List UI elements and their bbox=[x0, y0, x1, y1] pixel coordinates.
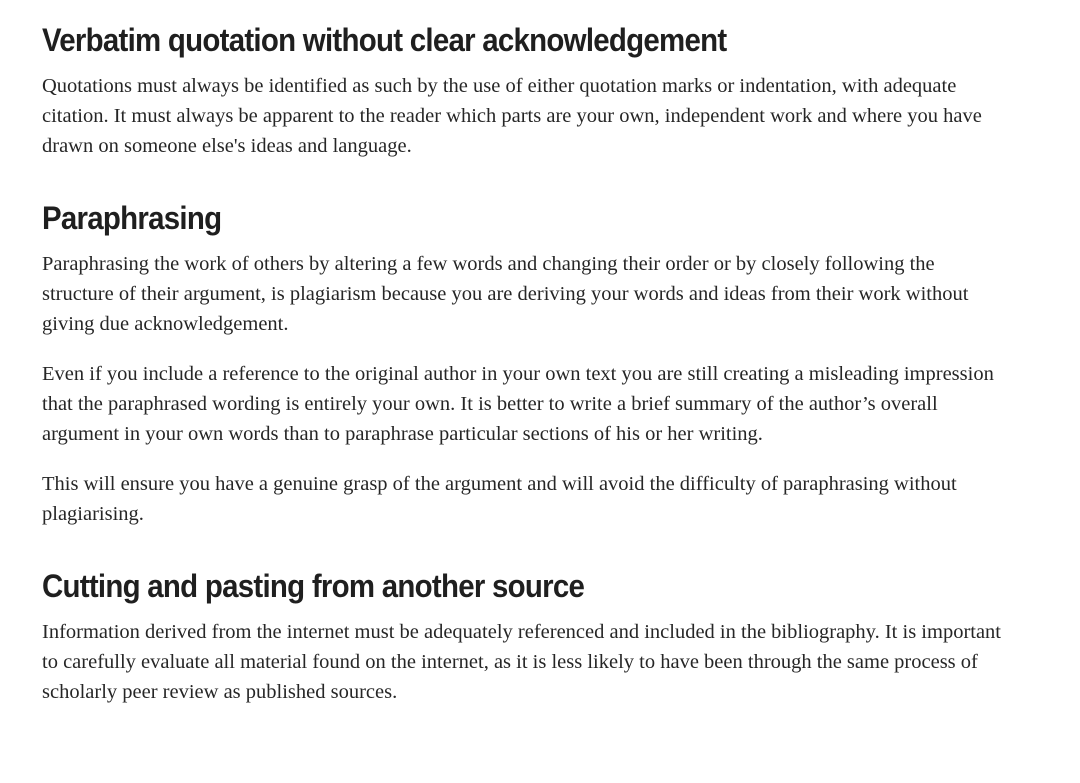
section-paragraph: Even if you include a reference to the original author in your own text you are still creating a misleading impression that the paraphrased wording is entirely your own. It is better to write a brief summary of the author’s overall argument in your own words than to paraphrase particular sections of his or her writing. bbox=[42, 363, 994, 445]
section-heading: Verbatim quotation without clear acknowledgement bbox=[42, 22, 727, 58]
section-paragraph: Paraphrasing the work of others by altering a few words and changing their order or by closely following the structure of their argument, is plagiarism because you are deriving your words and ideas from their work without giving due acknowledgement. bbox=[42, 253, 969, 335]
section-paragraph: Quotations must always be identified as such by the use of either quotation marks or indentation, with adequate citation. It must always be apparent to the reader which parts are your own, independent work and where you have drawn on someone else's ideas and language. bbox=[42, 75, 982, 157]
section-paraphrasing bbox=[42, 196, 1040, 529]
section-heading: Paraphrasing bbox=[42, 200, 222, 236]
section-verbatim-quotation bbox=[42, 18, 1040, 161]
section-heading: Cutting and pasting from another source bbox=[42, 568, 585, 604]
section-cutting-and-pasting bbox=[42, 564, 1040, 707]
section-paragraph: Information derived from the internet must be adequately referenced and included in the bibliography. It is important to carefully evaluate all material found on the internet, as it is less likely to have been through the same process of scholarly peer review as published sources. bbox=[42, 621, 1002, 703]
section-paragraph: This will ensure you have a genuine grasp of the argument and will avoid the difficulty of paraphrasing without plagiarising. bbox=[42, 473, 957, 525]
